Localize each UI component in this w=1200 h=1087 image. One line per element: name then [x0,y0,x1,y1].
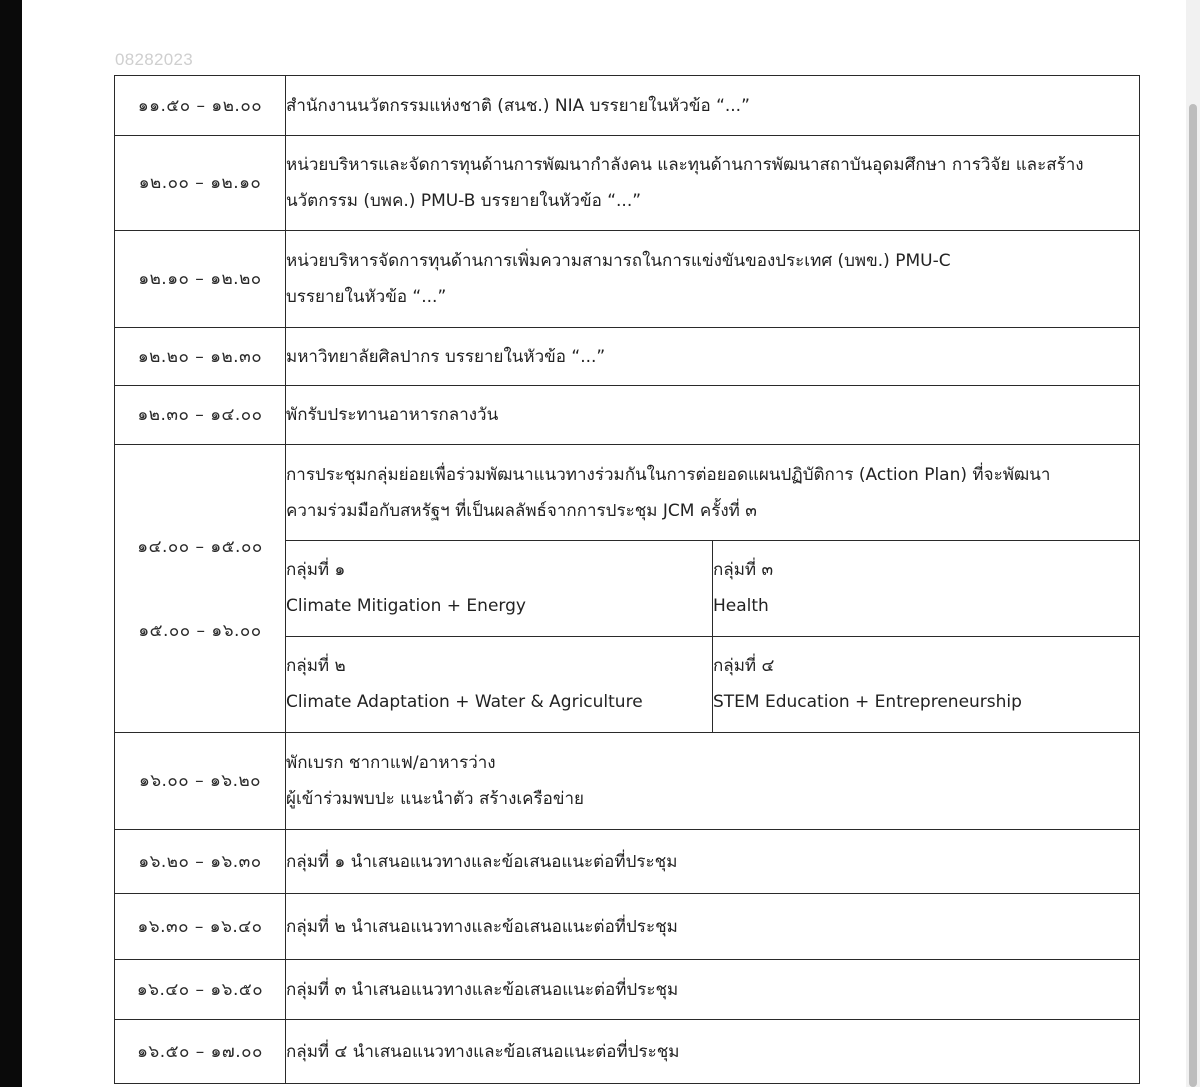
time-cell: ๑๒.๓๐ – ๑๔.๐๐ [115,386,286,445]
document-watermark: 08282023 [115,50,194,69]
schedule-row [115,894,1140,960]
description-line: พักรับประทานอาหารกลางวัน [286,405,499,425]
group-label: กลุ่มที่ ๓ [713,560,774,581]
time-cell: ๑๒.๒๐ – ๑๒.๓๐ [115,328,286,386]
time-cell: ๑๒.๑๐ – ๑๒.๒๐ [115,231,286,328]
breakout-intro-row [115,445,1140,541]
schedule-row [115,960,1140,1020]
description-cell [286,830,1140,894]
group-label: กลุ่มที่ ๑ [286,560,346,581]
description-line: กลุ่มที่ ๔ นำเสนอแนวทางและข้อเสนอแนะต่อที่ประชุม [286,1041,680,1062]
time-cell: ๑๖.๓๐ – ๑๖.๔๐ [115,894,286,960]
description-line: หน่วยบริหารและจัดการทุนด้านการพัฒนากำลังคน และทุนด้านการพัฒนาสถาบันอุดมศึกษา การวิจัย และสร้าง [286,155,1084,175]
description-cell [286,76,1140,136]
group-topic: Health [713,596,769,617]
groups-grid [286,541,1139,732]
description-line: กลุ่มที่ ๓ นำเสนอแนวทางและข้อเสนอแนะต่อที่ประชุม [286,979,679,1000]
description-cell [286,231,1140,328]
time-cell: ๑๖.๕๐ – ๑๗.๐๐ [115,1020,286,1084]
scrollbar-thumb[interactable] [1189,104,1197,1087]
group-topic: STEM Education + Entrepreneurship [713,692,1022,713]
description-line: นวัตกรรม (บพค.) PMU-B บรรยายในหัวข้อ “...” [286,191,642,211]
group-cell [286,541,713,636]
schedule-table [114,75,1140,1084]
breakout-times [115,529,285,649]
description-line: กลุ่มที่ ๑ นำเสนอแนวทางและข้อเสนอแนะต่อที่ประชุม [286,851,678,872]
description-cell [286,1020,1140,1084]
description-line: การประชุมกลุ่มย่อยเพื่อร่วมพัฒนาแนวทางร่วมกันในการต่อยอดแผนปฏิบัติการ (Action Plan) ที่จะพัฒนา [286,464,1051,485]
group-label: กลุ่มที่ ๔ [713,656,775,677]
description-line: บรรยายในหัวข้อ “...” [286,287,447,307]
breakout-groups-cell [286,541,1140,733]
description-line: หน่วยบริหารจัดการทุนด้านการเพิ่มความสามารถในการแข่งขันของประเทศ (บพข.) PMU-C [286,251,951,271]
group-cell [713,636,1140,732]
description-cell [286,733,1140,830]
time-label: ๑๔.๐๐ – ๑๕.๐๐ [137,536,263,557]
breakout-intro-cell [286,445,1140,541]
description-cell [286,960,1140,1020]
schedule-row [115,386,1140,445]
description-line: มหาวิทยาลัยศิลปากร บรรยายในหัวข้อ “...” [286,346,606,367]
description-line: ความร่วมมือกับสหรัฐฯ ที่เป็นผลลัพธ์จากการประชุม JCM ครั้งที่ ๓ [286,500,757,521]
description-cell [286,328,1140,386]
schedule-row [115,733,1140,830]
schedule-row [115,1020,1140,1084]
group-cell [713,541,1140,636]
schedule-row [115,231,1140,328]
description-line: พักเบรก ชากาแฟ/อาหารว่าง [286,753,496,773]
description-line: สำนักงานนวัตกรรมแห่งชาติ (สนช.) NIA บรรยายในหัวข้อ “...” [286,95,750,116]
group-cell [286,636,713,732]
description-cell [286,136,1140,231]
description-cell [286,894,1140,960]
vertical-scrollbar[interactable] [1186,0,1200,1087]
description-line: กลุ่มที่ ๒ นำเสนอแนวทางและข้อเสนอแนะต่อที่ประชุม [286,916,678,937]
time-cell: ๑๖.๐๐ – ๑๖.๒๐ [115,733,286,830]
description-line: ผู้เข้าร่วมพบปะ แนะนำตัว สร้างเครือข่าย [286,789,585,809]
time-cell: ๑๒.๐๐ – ๑๒.๑๐ [115,136,286,231]
group-topic: Climate Mitigation + Energy [286,596,526,617]
group-label: กลุ่มที่ ๒ [286,656,346,677]
time-cell: ๑๑.๕๐ – ๑๒.๐๐ [115,76,286,136]
time-label: ๑๕.๐๐ – ๑๖.๐๐ [138,620,262,641]
schedule-row [115,136,1140,231]
description-cell [286,386,1140,445]
breakout-time-cell [115,445,286,733]
schedule-row [115,830,1140,894]
time-cell: ๑๖.๔๐ – ๑๖.๕๐ [115,960,286,1020]
group-topic: Climate Adaptation + Water & Agriculture [286,692,643,713]
schedule-row [115,76,1140,136]
time-cell: ๑๖.๒๐ – ๑๖.๓๐ [115,830,286,894]
schedule-row [115,328,1140,386]
